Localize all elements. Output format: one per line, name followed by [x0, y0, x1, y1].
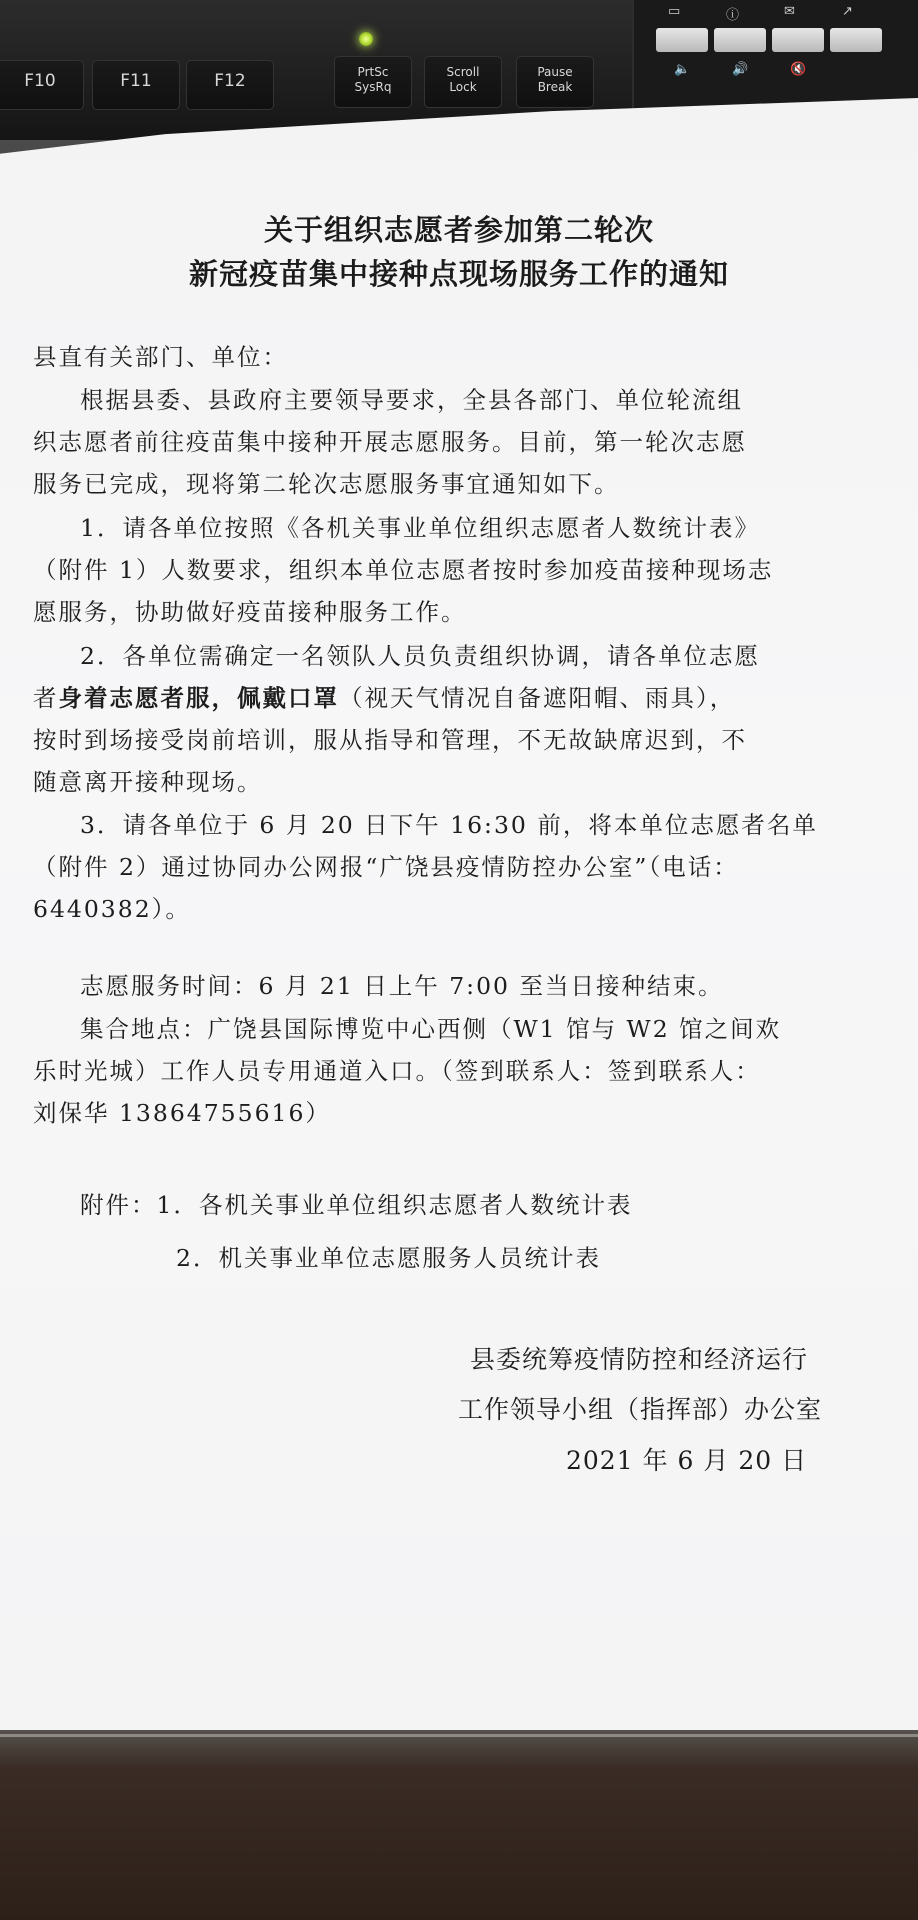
salutation: 县直有关部门、单位：: [33, 343, 288, 371]
intro-line-2: 织志愿者前往疫苗集中接种开展志愿服务。目前，第一轮次志愿: [33, 428, 747, 456]
keyboard-top-row: [340, 0, 580, 22]
item2-line-4: 随意离开接种现场。: [33, 768, 263, 796]
key-f12: F12: [186, 60, 274, 110]
meeting-place-line-3: 刘保华 13864755616）: [33, 1099, 331, 1127]
arrow-icon: ↗: [842, 4, 853, 19]
key-f10: F10: [0, 60, 84, 110]
key-scroll-line2: Lock: [449, 80, 477, 94]
item3-line-2: （附件 2）通过协同办公网报“广饶县疫情防控办公室”（电话：: [33, 853, 739, 881]
battery-icon: ▭: [668, 4, 681, 19]
item2-line-2: [33, 679, 735, 713]
key-scroll-lock: [424, 56, 502, 108]
power-led-icon: [359, 32, 373, 46]
intro-line-1: 根据县委、县政府主要领导要求，全县各部门、单位轮流组: [80, 386, 743, 414]
mail-icon: ✉: [784, 4, 795, 19]
signature-date: 2021 年 6 月 20 日: [566, 1446, 808, 1475]
item3-line-3: 6440382）。: [33, 895, 191, 923]
item2-line-2-bold: 身着志愿者服，佩戴口罩: [58, 684, 339, 712]
service-time-line: 志愿服务时间：6 月 21 日上午 7:00 至当日接种结束。: [80, 972, 724, 1000]
table-edge-line: [0, 1734, 918, 1737]
volume-down-icon: 🔈: [674, 62, 691, 77]
media-button-3: [772, 28, 824, 52]
signature-org-line-1: 县委统筹疫情防控和经济运行: [470, 1345, 809, 1374]
key-pause-break: [516, 56, 594, 108]
key-pause-line2: Break: [537, 80, 573, 94]
meeting-place-line-1: 集合地点：广饶县国际博览中心西侧（W1 馆与 W2 馆之间欢: [80, 1015, 782, 1043]
media-button-4: [830, 28, 882, 52]
info-icon: ⓘ: [726, 8, 740, 23]
table-surface: [0, 1730, 918, 1920]
mute-icon: 🔇: [790, 62, 807, 77]
item1-line-2: （附件 1）人数要求，组织本单位志愿者按时参加疫苗接种现场志: [33, 556, 774, 584]
attachment-line-2: 2．机关事业单位志愿服务人员统计表: [176, 1244, 601, 1272]
doc-title-line2: 新冠疫苗集中接种点现场服务工作的通知: [188, 257, 729, 291]
key-prtsc-line1: PrtSc: [357, 65, 389, 79]
key-prtsc-line2: SysRq: [354, 80, 392, 94]
key-prtsc: [334, 56, 412, 108]
item2-line-2-prefix: 者: [33, 684, 59, 712]
item1-line-1: 1．请各单位按照《各机关事业单位组织志愿者人数统计表》: [80, 514, 760, 542]
item3-line-1: 3．请各单位于 6 月 20 日下午 16:30 前，将本单位志愿者名单: [80, 811, 818, 839]
item2-line-1: 2．各单位需确定一名领队人员负责组织协调，请各单位志愿: [80, 642, 760, 670]
doc-title-line1: 关于组织志愿者参加第二轮次: [263, 213, 654, 247]
intro-line-3: 服务已完成，现将第二轮次志愿服务事宜通知如下。: [33, 470, 620, 498]
item1-line-3: 愿服务，协助做好疫苗接种服务工作。: [33, 598, 467, 626]
signature-org-line-2: 工作领导小组（指挥部）办公室: [458, 1395, 823, 1424]
media-button-2: [714, 28, 766, 52]
item2-line-3: 按时到场接受岗前培训，服从指导和管理，不无故缺席迟到，不: [33, 726, 747, 754]
volume-up-icon: 🔊: [732, 62, 749, 77]
key-pause-line1: Pause: [537, 65, 573, 79]
meeting-place-line-2: 乐时光城）工作人员专用通道入口。（签到联系人：签到联系人：: [33, 1057, 761, 1085]
media-button-1: [656, 28, 708, 52]
attachment-line-1: 附件：1．各机关事业单位组织志愿者人数统计表: [80, 1191, 633, 1219]
item2-line-2-suffix: （视天气情况自备遮阳帽、雨具），: [339, 684, 736, 712]
key-f11: F11: [92, 60, 180, 110]
key-scroll-line1: Scroll: [446, 65, 480, 79]
